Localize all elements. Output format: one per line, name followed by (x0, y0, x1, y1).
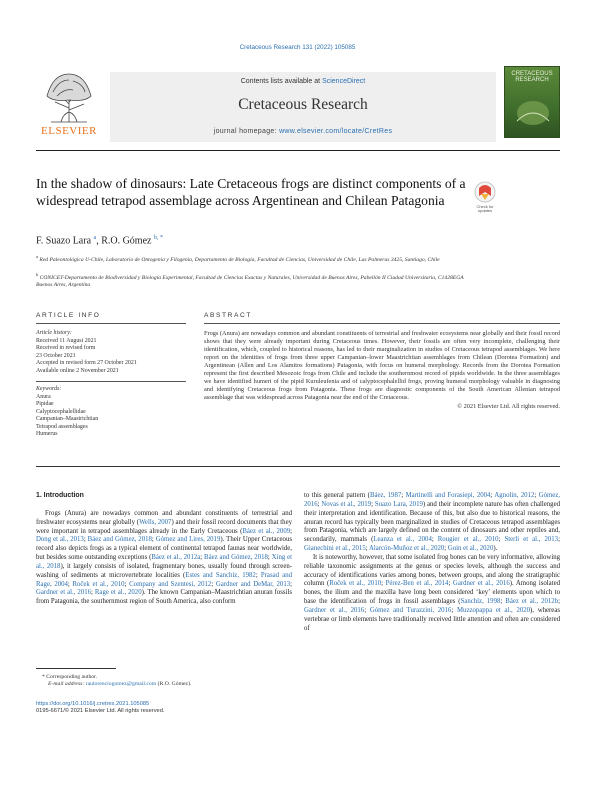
masthead-rule (36, 150, 560, 151)
journal-citation[interactable]: Cretaceous Research 131 (2022) 105085 (239, 44, 356, 51)
body-text: ). Their Upper Cretaceous record also depicts frogs as a typical element of continental tetrapod faunas near worldwide, but besides some outstanding exceptions ( (36, 536, 292, 562)
citation-link[interactable]: Gardner and DeMar, 2013 (215, 580, 291, 588)
affiliation-label: a (36, 254, 38, 259)
body-text: ; (151, 536, 156, 544)
body-text: ). The known Campanian–Maastrichtian anuran fossils from Patagonia, the southernmost region of South America, also conform (36, 589, 293, 606)
contents-prefix: Contents lists available at (240, 78, 323, 85)
citation-link[interactable]: Martinelli and Forasiepi, 2004 (405, 492, 491, 499)
elsevier-wordmark: ELSEVIER (41, 125, 97, 137)
citation-link[interactable]: Roček et al., 2010 (329, 580, 382, 588)
history-item: Accepted in revised form 27 October 2021 (36, 360, 137, 366)
body-text: ; (83, 536, 88, 544)
body-text: ; (200, 554, 205, 562)
body-text: ; (444, 545, 448, 553)
email-suffix: (R.O. Gómez). (156, 681, 192, 688)
body-text: Frogs (Anura) are nowadays common and abundant constituents of terrestrial and freshwater ecosystems near globally ( (36, 509, 292, 526)
body-text: ; (451, 606, 457, 614)
body-text: ; (371, 500, 375, 508)
keyword: Humerus (36, 431, 58, 437)
affiliation-marker[interactable]: a (93, 235, 97, 241)
article-info (36, 330, 186, 439)
body-text: ; (124, 580, 130, 588)
citation-link[interactable]: Novas et al., 2019 (321, 500, 372, 508)
citation-link[interactable]: Roček et al., 2010 (72, 580, 125, 588)
citation-link[interactable]: Gardner et al., 2016 (452, 580, 510, 588)
body-text: ). (493, 545, 498, 553)
affiliation-text: CONICET-Departamento de Biodiversidad y Biología Experimental, Facultad de Ciencias Exactas y Naturales, Universidad de Buenos Aires, Pabellón II Ciudad Universitaria, C1428EGA Buenos Aires, Argentina (36, 274, 464, 289)
doi-link[interactable]: https://doi.org/10.1016/j.cretres.2021.105085 (36, 701, 150, 707)
keyword: Anura (36, 393, 51, 400)
cover-title: CRETACEOUS RESEARCH (511, 71, 553, 83)
body-paragraph (304, 492, 560, 554)
author-name[interactable]: R.O. Gómez (101, 235, 154, 247)
homepage-prefix: journal homepage: (213, 128, 280, 135)
citation-link[interactable]: Rage et al., 2020 (94, 589, 142, 597)
info-divider (36, 381, 186, 382)
body-text: ; (91, 589, 95, 597)
contents-line (110, 78, 496, 85)
citation-link[interactable]: Dong et al., 2013 (36, 536, 84, 544)
body-paragraph (304, 554, 560, 634)
citation-link[interactable]: Prasad and Rage, 2004 (36, 571, 293, 588)
author-name[interactable]: F. Suazo Lara (36, 235, 94, 247)
citation-link[interactable]: Wells, 2007 (139, 518, 172, 526)
article-info-heading: ARTICLE INFO (36, 312, 101, 319)
body-text: ; (448, 580, 453, 588)
email-label: E-mail address: (48, 681, 86, 688)
body-text: ; (67, 580, 73, 588)
citation-link[interactable]: Muzzopappa et al., 2020 (457, 606, 531, 614)
history-item: 23 October 2021 (36, 352, 76, 359)
author-separator: , (96, 235, 102, 247)
citation-link[interactable]: Goin et al., 2020 (447, 545, 494, 553)
citation-link[interactable]: Suazo Lara, 2019 (374, 500, 423, 508)
body-text: ; (290, 580, 293, 588)
journal-cover-thumbnail (504, 66, 560, 138)
body-text: ; (490, 492, 495, 499)
body-text: ) and their fossil record documents that they were important in tetrapod assemblages already in the Early Cretaceous ( (36, 518, 292, 535)
svg-text:Check for: Check for (476, 204, 494, 209)
history-item: Received in revised form (36, 345, 96, 351)
keyword: Campanian–Maastrichtian (36, 416, 99, 422)
citation-link[interactable]: Agnolin, 2012 (494, 492, 535, 499)
email-line (36, 681, 296, 688)
masthead (36, 66, 560, 146)
sciencedirect-link[interactable]: ScienceDirect (322, 78, 366, 85)
citation-link[interactable]: Gianechini et al., 2015 (304, 545, 366, 553)
body-paragraph (36, 510, 292, 607)
article-title: In the shadow of dinosaurs: Late Cretaceous frogs are distinct components of a widespread tetrapod assemblage across Argentinean and Chilean Patagonia (36, 176, 466, 208)
citation-link[interactable]: Gómez, 2016 (304, 492, 560, 508)
body-left-column (36, 492, 292, 607)
keywords-label: Keywords: (36, 386, 62, 392)
elsevier-logo (36, 66, 102, 138)
body-text: ; (381, 580, 386, 588)
citation-link[interactable]: Báez and Gómez, 2018 (204, 554, 268, 562)
body-text: ; (255, 571, 261, 579)
doi-block (36, 701, 164, 716)
cover-image-icon (511, 87, 555, 131)
body-text: ) and their incomplete nature has often challenged their interpretation and identification. Because of this, but also due to historical reasons, the anuran record has typically been marginalized in studies of Cretaceous tetrapod assemblages from Patagonia, which are largely defined on the content of dinosaurs and other reptiles and, secondarily, mammals ( (304, 500, 560, 544)
affiliation-text: Red Paleontológica U-Chile, Laboratorio de Ontogenia y Filogenia, Departamento de Biología, Facultad de Ciencias, Universidad de Chile, Las Palmeras 3425, Santiago, Chile (38, 256, 440, 263)
citation-link[interactable]: Báez et al., 2009 (242, 527, 291, 535)
abstract-text: Frogs (Anura) are nowadays common and abundant constituents of terrestrial and freshwater ecosystems near globally and their fossil record shows that they were already important during Cretaceous times. However, their fossils are often very incomplete, challenging their identification, which, coupled to historical reasons, has led to their marginalization in studies of Cretaceous tetrapod assemblages. We here report on the identities of frogs from three upper Campanian–lower Maastrichtian assemblages from Chilean (Dorotea Formation) and Argentinean (Allen and Los Alamitos formations) Patagonia, with focus on humeral morphology. Records from the Dorotea Formation represent the first described Mesozoic frogs from Chile and include the southernmost record of pipids worldwide. In the three assemblages we have identified humeri of the pipid Kuruleufenia and of calyptocephalellid frogs, proving humeral morphology valuable in diagnosing and identifying Cretaceous frogs from Patagonia. These frogs are diagnostic components of the South American Allenian tetrapod assemblage that was widespread across Patagonia near the end of the Cretaceous. (204, 330, 560, 402)
email-link[interactable]: raulorenciogomez@gmail.com (85, 681, 157, 688)
elsevier-tree-icon (39, 68, 99, 124)
body-text: ; (211, 580, 216, 588)
body-text: ), it largely consists of isolated, fragmentary bones, usually found through screen-washing of sediments at microvertebrate localities ( (36, 562, 292, 579)
body-text: ; (558, 536, 560, 544)
abstract-copyright: © 2021 Elsevier Ltd. All rights reserved. (457, 403, 560, 411)
body-text: ), whereas vertebrae or limb elements have traditionally received little attention and often are considered of (304, 606, 560, 632)
citation-link[interactable]: Xing et al., 2018 (36, 554, 293, 570)
abstract-rule (204, 323, 560, 324)
article-info-rule (36, 323, 186, 324)
journal-banner (110, 72, 496, 142)
citation-link[interactable]: Sanchíz, 1998 (460, 598, 501, 606)
citation-link[interactable]: Leanza et al., 2004 (373, 536, 432, 544)
body-text: ; (431, 536, 438, 544)
homepage-link[interactable]: www.elsevier.com/locate/CretRes (279, 128, 393, 135)
journal-title: Cretaceous Research (238, 96, 368, 113)
citation-link[interactable]: Pérez-Ben et al., 2014 (385, 580, 449, 588)
citation-link[interactable]: Gómez and Turazzini, 2016 (369, 606, 452, 614)
footnote-rule (36, 668, 116, 669)
citation-link[interactable]: Gómez and Lires, 2019 (155, 536, 221, 544)
citation-link[interactable]: Sterli et al., 2013 (504, 536, 559, 544)
svg-text:updates: updates (477, 208, 493, 213)
affiliation-a (36, 253, 466, 264)
check-for-updates-icon[interactable] (470, 180, 500, 214)
citation-link[interactable]: Báez et al., 2012b (505, 598, 559, 606)
citation-link[interactable]: Alarcón-Muñoz et al., 2020 (368, 545, 445, 553)
body-text: ; (534, 492, 539, 499)
keyword: Pipidae (36, 401, 54, 407)
body-text: ; (365, 545, 369, 553)
abstract-heading: ABSTRACT (204, 312, 252, 319)
citation-link[interactable]: Báez, 1987 (369, 492, 402, 499)
keyword: Calyptocephalellidae (36, 408, 86, 415)
body-text: ; (267, 554, 272, 562)
body-text: ; (498, 536, 505, 544)
citation-link[interactable]: Gardner et al., 2016 (36, 589, 92, 597)
body-text: ; (558, 598, 560, 606)
abstract-block (204, 330, 560, 411)
corresponding-author-note (36, 674, 296, 689)
history-item: Received 11 August 2021 (36, 337, 97, 344)
body-text: ; (401, 492, 406, 499)
affiliation-label: b (36, 272, 39, 277)
section-heading: 1. Introduction (36, 492, 84, 499)
abstract-bottom-rule (36, 466, 560, 467)
citation-link[interactable]: Estes and Sanchíz, 1982 (185, 571, 256, 579)
affiliation-marker[interactable]: b, * (153, 235, 163, 241)
body-text: ). Among isolated bones, the ilium and the maxilla have long been considered ‘key’ elements upon which to base the identification of frogs in fossil assemblages ( (304, 580, 560, 606)
journal-homepage (110, 128, 496, 135)
body-text: ; (290, 527, 293, 535)
body-text: ; (364, 606, 370, 614)
body-text: to this general pattern ( (304, 492, 370, 499)
issn-copyright: 0195-6671/© 2021 Elsevier Ltd. All rights reserved. (36, 708, 165, 715)
citation-link[interactable]: Rougier et al., 2010 (437, 536, 499, 544)
author-list (36, 235, 163, 246)
keyword: Tetrapod assemblages (36, 423, 88, 430)
citation-link[interactable]: Gardner et al., 2016 (304, 606, 365, 614)
corresponding-label: * Corresponding author. (42, 674, 98, 680)
citation-link[interactable]: Báez et al., 2012a (151, 554, 201, 562)
body-text: It is noteworthy, however, that some isolated frog bones can be very informative, allowing reliable taxonomic assignments at the genus or species levels, although the success and accuracy of identifications varies among bones, between groups, and along the stratigraphic column ( (304, 553, 560, 588)
history-item: Available online 2 November 2021 (36, 367, 119, 374)
body-text: ; (500, 598, 506, 606)
body-right-column (304, 492, 560, 634)
body-text: ; (317, 500, 322, 508)
citation-link[interactable]: Báez and Gómez, 2018 (87, 536, 152, 544)
affiliation-b (36, 271, 466, 290)
history-label: Article history: (36, 330, 72, 336)
citation-link[interactable]: Company and Szentesi, 2012 (129, 580, 212, 588)
